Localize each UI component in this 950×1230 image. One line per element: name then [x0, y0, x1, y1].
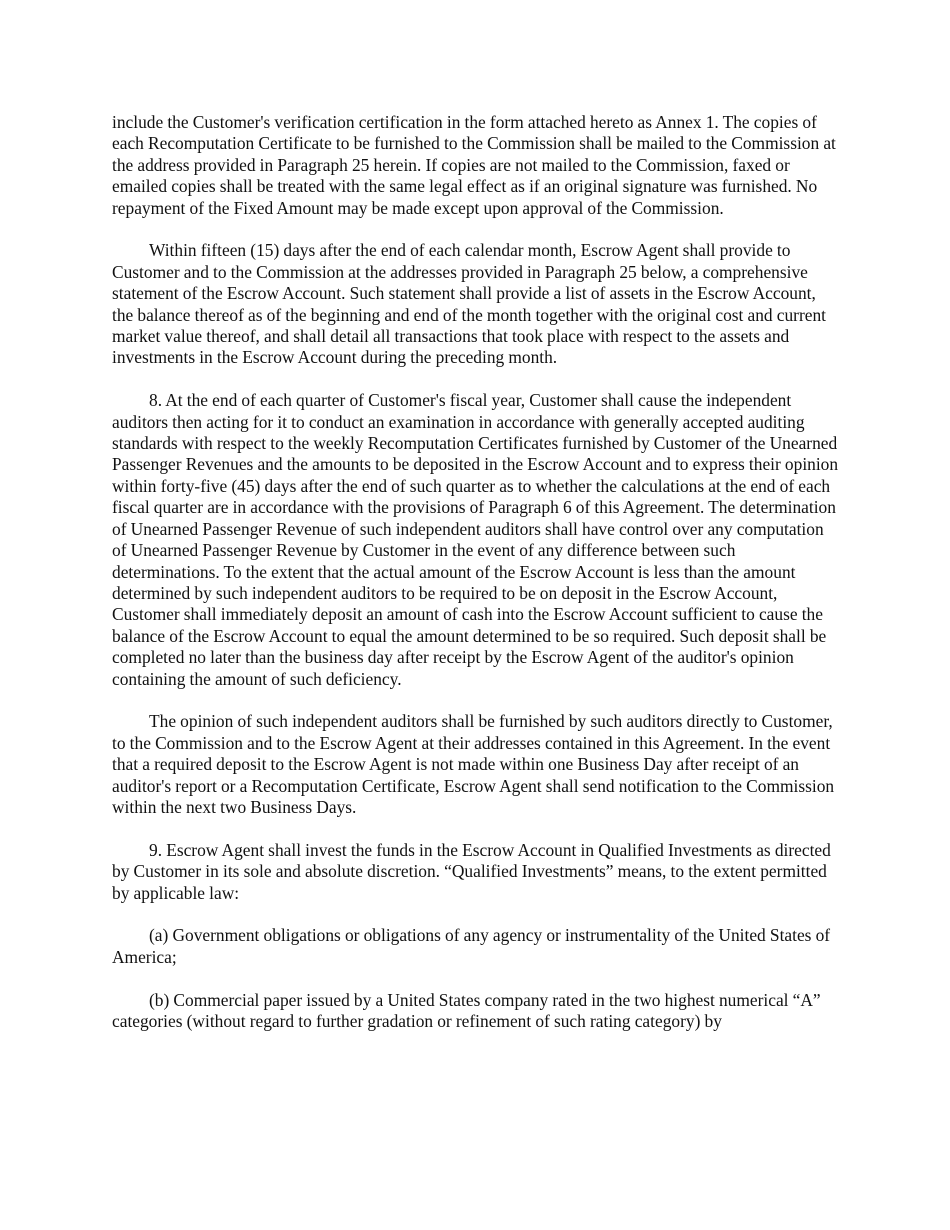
paragraph-annex-certification: include the Customer's verification certification in the form attached hereto as Annex 1. The copies of each Recomputation Certificate to be furnished to the Commission shall be mailed to the Commission at the address provided in Paragraph 25 herein. If copies are not mailed to the Commission, faxed or emailed copies shall be treated with the same legal effect as if an original signature was furnished. No repayment of the Fixed Amount may be made except upon approval of the Commission. [112, 112, 836, 218]
paragraph-9a-government-obligations: (a) Government obligations or obligations of any agency or instrumentality of the United States of America; [112, 925, 831, 967]
document-page [112, 112, 840, 1032]
paragraph-9b-commercial-paper: (b) Commercial paper issued by a United States company rated in the two highest numerical “A” categories (without regard to further gradation or refinement of such rating category) by [112, 989, 821, 1031]
paragraph-8-auditor-examination: 8. At the end of each quarter of Customer's fiscal year, Customer shall cause the independent auditors then acting for it to conduct an examination in accordance with generally accepted auditing standards with respect to the weekly Recomputation Certificates furnished by Customer of the Unearned Passenger Revenues and the amounts to be deposited in the Escrow Account and to express their opinion within forty-five (45) days after the end of such quarter as to whether the calculations at the end of each fiscal quarter are in accordance with the provisions of Paragraph 6 of this Agreement. The determination of Unearned Passenger Revenue of such independent auditors shall have control over any computation of Unearned Passenger Revenue by Customer in the event of any difference between such determinations. To the extent that the actual amount of the Escrow Account is less than the amount determined by such independent auditors to be required to be on deposit in the Escrow Account, Customer shall immediately deposit an amount of cash into the Escrow Account sufficient to cause the balance of the Escrow Account to equal the amount determined to be so required. Such deposit shall be completed no later than the business day after receipt by the Escrow Agent of the auditor's opinion containing the amount of such deficiency. [112, 390, 839, 689]
paragraph-auditor-opinion: The opinion of such independent auditors shall be furnished by such auditors directly to Customer, to the Commission and to the Escrow Agent at their addresses contained in this Agreement. In the event that a required deposit to the Escrow Agent is not made within one Business Day after receipt of an auditor's report or a Recomputation Certificate, Escrow Agent shall send notification to the Commission within the next two Business Days. [112, 711, 835, 817]
paragraph-monthly-statement: Within fifteen (15) days after the end of each calendar month, Escrow Agent shall provide to Customer and to the Commission at the addresses provided in Paragraph 25 below, a comprehensive statement of the Escrow Account. Such statement shall provide a list of assets in the Escrow Account, the balance thereof as of the beginning and end of the month together with the original cost and current market value thereof, and shall detail all transactions that took place with respect to the assets and investments in the Escrow Account during the preceding month. [112, 240, 827, 368]
paragraph-9-qualified-investments: 9. Escrow Agent shall invest the funds in the Escrow Account in Qualified Investments as directed by Customer in its sole and absolute discretion. “Qualified Investments” means, to the extent permitted by applicable law: [112, 839, 831, 903]
